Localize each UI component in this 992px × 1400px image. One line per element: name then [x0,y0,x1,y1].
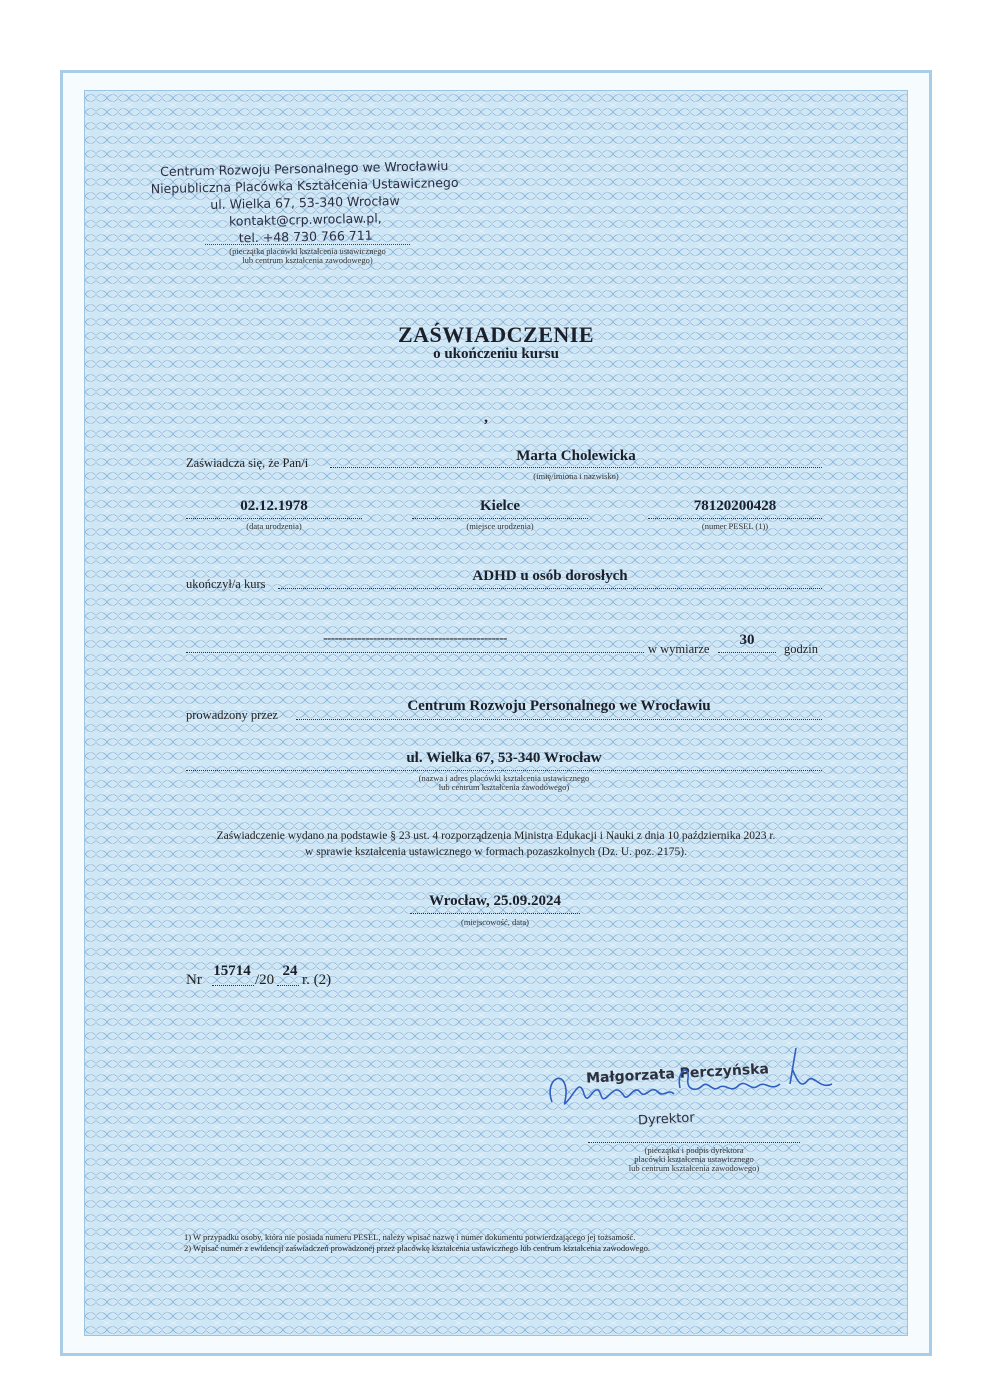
birth-date: 02.12.1978 [240,498,308,514]
certificate-number: 15714 [213,963,251,979]
stamp-dotted-rule [205,244,410,245]
issue-dotted-line [410,913,580,914]
birth-place: Kielce [480,498,520,514]
birth-date-dotted-line [186,518,362,519]
number-dotted-line [212,985,254,986]
course-continuation-dotted-line [186,652,644,653]
issue-caption: (miejscowość, data) [461,917,529,927]
course-dotted-line [278,588,822,589]
institution-stamp [149,157,461,248]
course-continuation: ------------------------------------------------ [323,630,507,645]
footnote-1: 1) W przypadku osoby, która nie posiada numeru PESEL, należy wpisać nazwę i numer dokumentu potwierdzającego jej tożsamość. [184,1232,636,1242]
stamp-line-email: kontakt@crp.wroclaw.pl, [228,210,382,229]
issue-place-date: Wrocław, 25.09.2024 [429,893,561,909]
hours-label: w wymiarze [648,642,710,656]
pesel-dotted-line [648,518,822,519]
stamp-line-type: Niepubliczna Placówka Kształcenia Ustawicznego [150,174,459,197]
legal-basis-line1: Zaświadczenie wydano na podstawie § 23 ust. 4 rozporządzenia Ministra Edukacji i Nauki z dnia 10 października 2023 r. [216,830,776,842]
legal-basis-line2: w sprawie kształcenia ustawicznego w formach pozaszkolnych (Dz. U. poz. 2175). [305,846,687,858]
document-title: ZAŚWIADCZENIE [398,322,594,347]
document-subtitle: o ukończeniu kursu [433,346,559,362]
hours-unit: godzin [784,642,819,656]
course-name: ADHD u osób dorosłych [472,568,628,584]
course-hours: 30 [739,632,755,648]
stamp-line-name: Centrum Rozwoju Personalnego we Wrocławiu [160,157,449,180]
number-suffix: r. (2) [302,972,332,988]
provider-caption-line2: lub centrum kształcenia zawodowego) [438,782,570,792]
stamp-caption [170,247,445,265]
number-century: /20 [255,972,275,988]
person-label: Zaświadcza się, że Pan/i [186,456,309,470]
provider-address: ul. Wielka 67, 53-340 Wrocław [406,750,602,766]
director-stamp-role: Dyrektor [637,1110,696,1129]
director-stamp-name: Małgorzata Perczyńska [585,1061,770,1087]
hours-dotted-line [718,652,776,653]
stamp-caption-line2: lub centrum kształcenia zawodowego) [242,255,373,265]
provider-dotted-line [296,719,822,720]
pesel-caption: (numer PESEL (1)) [701,521,769,531]
person-name-caption: (imię/imiona i nazwisko) [533,471,619,481]
provider-name: Centrum Rozwoju Personalnego we Wrocławiu [407,698,711,714]
pesel-number: 78120200428 [693,498,777,514]
provider-address-dotted-line [186,770,822,771]
provider-caption-line1: (nazwa i adres placówki kształcenia ustawicznego [418,773,590,783]
signature-dotted-line [588,1142,800,1143]
director-signature-block [540,1040,840,1140]
signature-caption-line3: lub centrum kształcenia zawodowego) [628,1163,760,1173]
birth-place-dotted-line [412,518,588,519]
certificate-year: 24 [282,963,298,979]
birth-date-caption: (data urodzenia) [246,521,302,531]
name-dotted-line [330,467,822,468]
handwritten-signature [540,1040,840,1140]
year-dotted-line [277,985,299,986]
stamp-line-phone: tel. +48 730 766 711 [238,227,373,246]
signature-caption-line1: (pieczątka i podpis dyrektora [644,1145,744,1155]
stamp-caption-line1: (pieczątka placówki kształcenia ustawicznego [229,246,386,256]
provider-label: prowadzony przez [186,708,278,722]
person-name: Marta Cholewicka [516,448,636,464]
footnote-2: 2) Wpisać numer z ewidencji zaświadczeń prowadzonej przez placówkę kształcenia ustawicznego lub centrum kształcenia zawodowego. [184,1243,650,1253]
number-prefix: Nr [186,972,202,988]
course-label: ukończył/a kurs [186,577,266,591]
signature-caption-line2: placówki kształcenia ustawicznego [634,1154,754,1164]
stray-comma: , [484,409,488,426]
stamp-line-address: ul. Wielka 67, 53-340 Wrocław [210,193,400,212]
birth-place-caption: (miejsce urodzenia) [466,521,534,531]
